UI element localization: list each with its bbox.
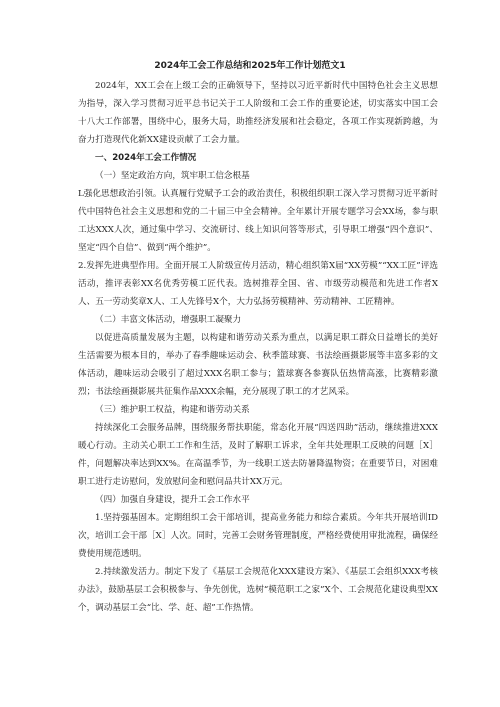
- body-paragraph: L强化思想政治引领。认真履行党赋予工会的政治责任，积极组织职工深入学习贯彻习近平新时代中国特色社会主义思想和党的二十届三中全会精神。全年累计开展专题学习会XX场，参与职工达XXX人次，通过集中学习、交流研讨、线上知识问答等形式，引导职工增强“四个意识”、坚定“四个自信”、做到“两个维护”。: [78, 189, 438, 253]
- body-paragraph: （四）加强自身建设，提升工会工作水平: [95, 495, 250, 505]
- document-title: 2024年工会工作总结和2025年工作计划范文1: [154, 61, 346, 71]
- body-paragraph: 2024年，XX工会在上级工会的正确领导下，坚持以习近平新时代中国特色社会主义思想为指导，深入学习贯彻习近平总书记关于工人阶级和工会工作的重要论述，切实落实中国工会十八大工作部署，围绕中心，服务大局，助推经济发展和社会稳定，各项工作实现新跨越，为奋力打造现代化新XX建设贡献了工会力量。: [78, 81, 438, 145]
- body-paragraph: 以促进高质量发展为主题，以构建和谐劳动关系为重点，以满足职工群众日益增长的美好生活需要为根本目的，举办了春季趣味运动会、秋季篮球赛、书法绘画摄影展等丰富多彩的文体活动，趣味运动会吸引了超过XXX名职工参与；篮球赛各参赛队伍热情高涨，比赛精彩激烈；书法绘画摄影展共征集作品XXX余幅，充分展现了职工的才艺风采。: [78, 333, 438, 397]
- body-paragraph: （二）丰富文体活动，增强职工凝聚力: [95, 315, 242, 325]
- section-heading: 一、2024年工会工作情况: [95, 153, 197, 163]
- document-body: [78, 77, 438, 617]
- body-paragraph: 2.持续激发活力。制定下发了《基层工会规范化XXX建设方案》、《基层工会组织XXX考核办法》，鼓励基层工会积极参与、争先创优，选树“模范职工之家”X个、工会规范化建设典型XX个，调动基层工会“比、学、赶、超”工作热情。: [78, 567, 438, 613]
- body-paragraph: 1.坚持强基固本。定期组织工会干部培训，提高业务能力和综合素质。今年共开展培训ID次，培训工会干部［X］人次。同时，完善工会财务管理制度，严格经费使用审批流程，确保经费使用规范透明。: [78, 513, 438, 559]
- body-paragraph: （一）坚定政治方向，筑牢职工信念根基: [95, 171, 250, 181]
- body-paragraph: （三）维护职工权益，构建和谐劳动关系: [95, 405, 250, 415]
- body-paragraph: 2.发挥先进典型作用。全面开展工人阶级宣传月活动，精心组织第X届“XX劳模”“XX工匠”评选活动，推评表彰XX名优秀劳模工匠代表。选树推荐全国、省、市级劳动模范和先进工作者X人、五一劳动奖章X人、工人先锋号X个，大力弘扬劳模精神、劳动精神、工匠精神。: [78, 261, 438, 307]
- body-paragraph: 持续深化工会服务品牌，围绕服务帮扶职能，常态化开展“四送四助”活动，继续推进XXX暖心行动。主动关心职工工作和生活，及时了解职工诉求，全年共处理职工反映的问题［X］件，问题解决率达到XX%。在高温季节，为一线职工送去防暑降温物资；在重要节日，对困难职工进行走访慰问，发放慰问金和慰问品共计XX万元。: [78, 423, 438, 487]
